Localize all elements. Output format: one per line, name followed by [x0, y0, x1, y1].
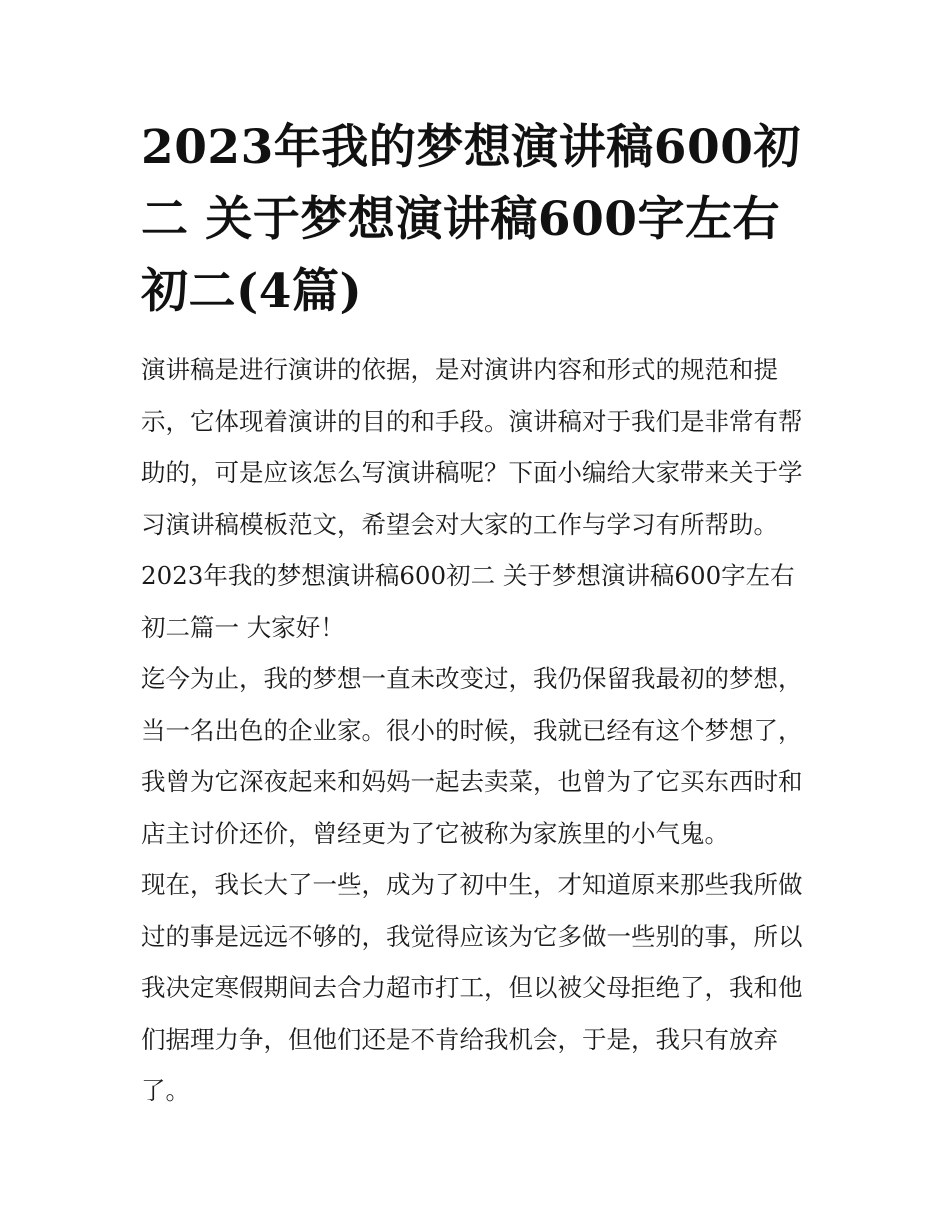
- paragraph-line: 习演讲稿模板范文，希望会对大家的工作与学习有所帮助。: [141, 509, 778, 539]
- paragraph-line: 初二篇一 大家好！: [141, 612, 345, 642]
- document-body: [141, 344, 813, 1117]
- paragraph-line: 迄今为止，我的梦想一直未改变过，我仍保留我最初的梦想，: [141, 664, 803, 693]
- paragraph-line: 我决定寒假期间去合力超市打工，但以被父母拒绝了，我和他: [141, 973, 803, 1002]
- title-line-3: 初二(4篇): [141, 264, 363, 319]
- paragraph-line: 过的事是远远不够的，我觉得应该为它多做一些别的事，所以: [141, 921, 803, 951]
- paragraph-line: 2023年我的梦想演讲稿600初二 关于梦想演讲稿600字左右: [141, 561, 795, 590]
- document-title: [141, 112, 813, 328]
- paragraph-line: 助的，可是应该怎么写演讲稿呢？下面小编给大家带来关于学: [141, 458, 803, 487]
- paragraph-line: 店主讨价还价，曾经更为了它被称为家族里的小气鬼。: [141, 818, 729, 848]
- document-page: [141, 112, 813, 1117]
- paragraph-line: 示，它体现着演讲的目的和手段。演讲稿对于我们是非常有帮: [141, 406, 803, 436]
- paragraph-dream: [141, 653, 813, 859]
- paragraph-intro: [141, 344, 813, 550]
- paragraph-line: 演讲稿是进行演讲的依据，是对演讲内容和形式的规范和提: [141, 355, 778, 384]
- paragraph-line: 们据理力争，但他们还是不肯给我机会，于是，我只有放弃: [141, 1024, 778, 1054]
- title-line-2: 二 关于梦想演讲稿600字左右: [141, 192, 780, 247]
- paragraph-line: 了。: [141, 1076, 190, 1105]
- title-line-1: 2023年我的梦想演讲稿600初: [141, 120, 801, 175]
- paragraph-line: 我曾为它深夜起来和妈妈一起去卖菜，也曾为了它买东西时和: [141, 767, 803, 796]
- paragraph-heading: [141, 550, 813, 653]
- paragraph-now: [141, 859, 813, 1117]
- paragraph-line: 当一名出色的企业家。很小的时候，我就已经有这个梦想了，: [141, 715, 803, 745]
- paragraph-line: 现在，我长大了一些，成为了初中生，才知道原来那些我所做: [141, 870, 803, 899]
